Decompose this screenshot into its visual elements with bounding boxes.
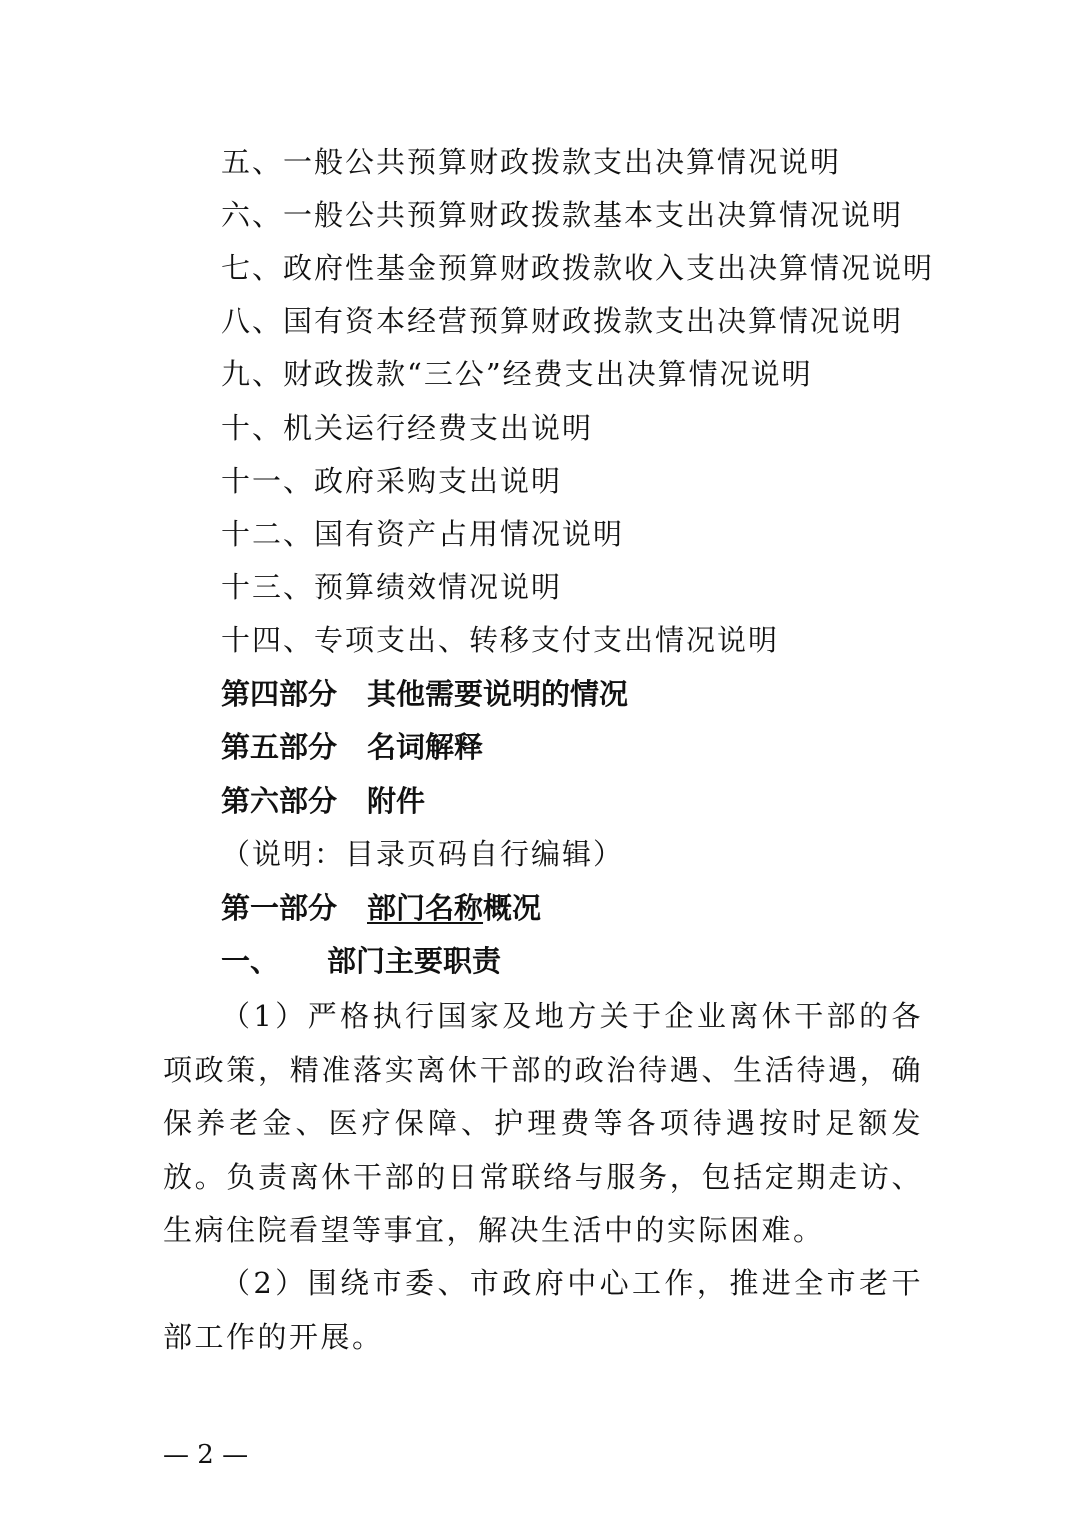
paragraph-2: （2）围绕市委、市政府中心工作，推进全市老干部工作的开展。 — [163, 1266, 923, 1354]
toc-part-5 — [221, 727, 483, 767]
department-name-placeholder: 部门名称 — [367, 891, 484, 925]
toc-item: 六、一般公共预算财政拨款基本支出决算情况说明 — [221, 198, 904, 232]
toc-item: 七、政府性基金预算财政拨款收入支出决算情况说明 — [221, 251, 935, 285]
toc-item: 十二、国有资产占用情况说明 — [221, 517, 625, 551]
part-title: 附件 — [367, 784, 426, 818]
section-heading — [221, 941, 501, 981]
toc-item: 十四、专项支出、转移支付支出情况说明 — [221, 623, 780, 657]
part-title-rest: 概况 — [483, 891, 542, 925]
part-label: 第五部分 — [221, 730, 338, 764]
toc-note: （说明：目录页码自行编辑） — [221, 837, 625, 871]
toc-item: 十三、预算绩效情况说明 — [221, 570, 563, 604]
toc-item: 八、国有资本经营预算财政拨款支出决算情况说明 — [221, 304, 904, 338]
part-label: 第四部分 — [221, 677, 338, 711]
toc-part-4 — [221, 674, 628, 714]
part-title: 其他需要说明的情况 — [367, 677, 629, 711]
part-label: 第六部分 — [221, 784, 338, 818]
toc-item: 十一、政府采购支出说明 — [221, 464, 563, 498]
toc-item: 九、财政拨款“三公”经费支出决算情况说明 — [221, 357, 813, 391]
part-label: 第一部分 — [221, 891, 338, 925]
paragraph-1: （1）严格执行国家及地方关于企业离休干部的各项政策，精准落实离休干部的政治待遇、生活待遇，确保养老金、医疗保障、护理费等各项待遇按时足额发放。负责离休干部的日常联络与服务，包括定期走访、生病住院看望等事宜，解决生活中的实际困难。 — [163, 999, 923, 1247]
part-title: 名词解释 — [367, 730, 484, 764]
page-number: — 2 — — [163, 1440, 249, 1470]
toc-item: 五、一般公共预算财政拨款支出决算情况说明 — [221, 145, 842, 179]
section-number: 一、 — [221, 944, 280, 978]
toc-item: 十、机关运行经费支出说明 — [221, 411, 594, 445]
section-title: 部门主要职责 — [327, 944, 502, 978]
part-1-heading — [221, 888, 541, 928]
toc-part-6 — [221, 781, 425, 821]
